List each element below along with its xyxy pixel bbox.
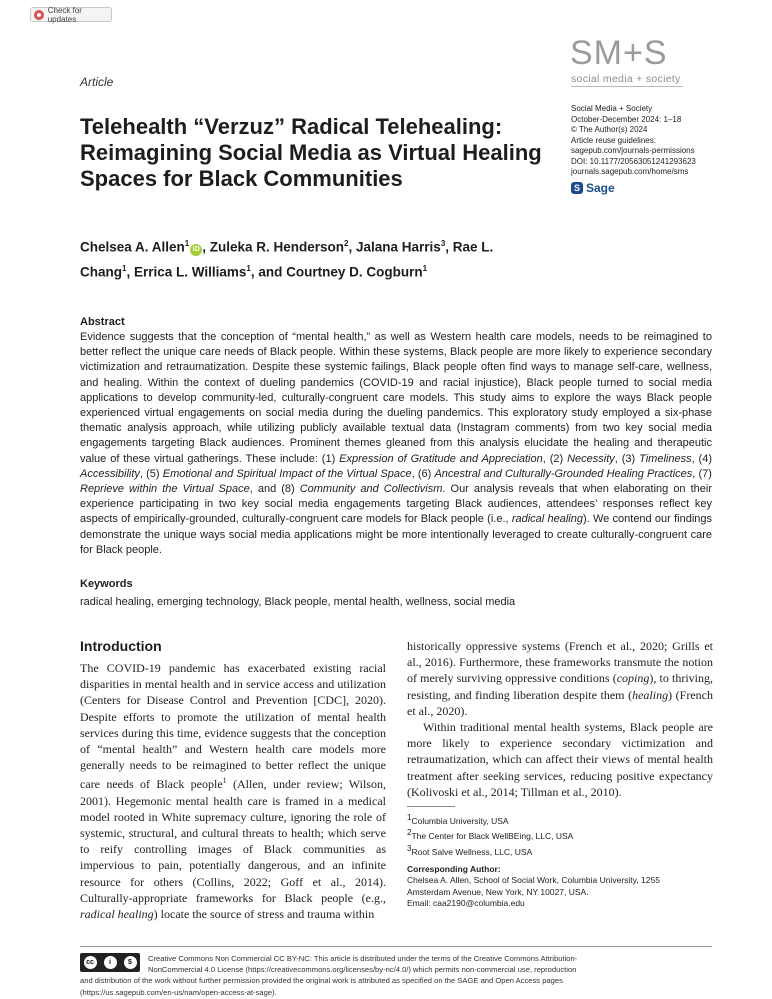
publisher-logo [571, 181, 615, 195]
footnote-rule [407, 806, 455, 807]
abstract-heading: Abstract [80, 316, 125, 328]
author-name: , Jalana Harris [348, 239, 441, 255]
journal-logo: SM+S [570, 34, 668, 72]
corresponding-author-heading: Corresponding Author: [407, 863, 501, 874]
affiliation: $^3$Root Salve Wellness, LLC, USA [407, 843, 533, 857]
doi[interactable]: DOI: 10.1177/20563051241293623 [571, 156, 696, 166]
journal-logo-subtitle: social media + society [571, 73, 681, 85]
corresponding-author-address: Chelsea A. Allen, School of Social Work, Columbia University, 1255 [407, 875, 660, 886]
keywords-text: radical healing, emerging technology, Black people, mental health, wellness, social media [80, 596, 516, 608]
reuse-guidelines: Article reuse guidelines: [571, 135, 656, 145]
journal-name: Social Media + Society [571, 104, 653, 113]
author-name: , Rae L. Chang [80, 239, 494, 279]
copyright: © The Author(s) 2024 [571, 125, 648, 134]
license-text: Creative Commons Non Commercial CC BY-NC: This article is distributed under the terms of the Creative Commons Attribution- NonCommercial 4.0 License (https://creativecommons.org/licenses/by-nc/4.0/) which permits non-commercial use, reproduction and distribution of the work without further permission provided the original work is attributed as specified on the SAGE and Open Access pages (https://us.sagepub.com/en-us/nam/open-access-at-sage). [80, 954, 578, 997]
body-column-right: historically oppressive systems (French et al., 2020; Grills et al., 2016). Furthermore, these frameworks transmute the notion of merely surviving oppressive conditions (coping), to thriving, resisting, and finding liberation despite them (healing) (French et al., 2020). Within traditional mental health systems, Black people are more likely to experience secondary victimization and retraumatization, which can affect their views of mental health treatment after seeking services, reducing positive expectancy (Kolivoski et al., 2014; Tillman et al., 2010). [407, 639, 713, 799]
publisher-name: Sage [586, 181, 615, 195]
introduction-heading: Introduction [80, 638, 162, 654]
badge-label: Check for updates [47, 5, 82, 24]
body-column-left: The COVID-19 pandemic has exacerbated existing racial disparities in mental health and in service access and utilization (Centers for Disease Control and Prevention [CDC], 2020). Despite efforts to promote the utilization of mental health services during this time, evidence suggests that the conception of “mental health” and Western health care models more generally needs to be reimagined to better reflect the unique care needs of Black people$^1$ (Allen, under review; Wilson, 2001). Hegemonic mental health care is framed in a medical model rooted in White supremacy culture, ignoring the role of systemic, structural, and cultural threats to health; which serve to reify controlling images of Black communities as impervious to pain, potentially dangerous, and an infinite resource for others (Collins, 2022; Goff et al., 2014). Culturally-appropriate frameworks for Black people (e.g., radical healing) locate the source of stress and trauma within [80, 661, 386, 922]
cc-by-nc-icon: cc i $ [80, 953, 140, 972]
issue-info: October-December 2024: 1–18 [571, 114, 682, 124]
author-name: Chelsea A. Allen [80, 239, 185, 255]
author-list: Chelsea A. Allen$^1$iD , Zuleka R. Henderson$^2$, Jalana Harris$^3$, Rae L. Chang$^1$, Errica L. Williams$^1$, and Courtney D. Cogburn$^1$ [80, 239, 494, 279]
journal-info [571, 104, 741, 178]
author-name: , and Courtney D. Cogburn [250, 264, 423, 279]
affiliation: $^2$The Center for Black WellBEing, LLC, USA [407, 828, 574, 842]
corresponding-author-address: Amsterdam Avenue, New York, NY 10027, USA. [407, 886, 589, 897]
orcid-icon[interactable]: iD [190, 244, 202, 256]
article-type: Article [80, 75, 114, 89]
abstract-text: Evidence suggests that the conception of “mental health,” as well as Western health care models, needs to be reimagined to better reflect the unique care needs of Black people. Within these systems, Black people are more likely to experience secondary victimization and retraumatization. Despite these systemic failings, Black people often find ways to manage self-care, wellness, and healing. Within the context of dueling pandemics (COVID-19 and racial injustice), Black people turned to social media applications to develop community-led, culturally-congruent care models. This study aims to explore the ways Black people experienced virtual engagements on social media during the dueling pandemics. This exploratory study employed a six-phase thematic analysis approach, while utilizing publicly available textual data (Instagram comments) from two key social media engagements targeting Black audiences. Prominent themes gleaned from this analysis elucidate the healing and therapeutic value of these virtual gatherings. These include: (1) Expression of Gratitude and Appreciation, (2) Necessity, (3) Timeliness, (4) Accessibility, (5) Emotional and Spiritual Impact of the Virtual Space, (6) Ancestral and Culturally-Grounded Healing Practices, (7) Reprieve within the Virtual Space, and (8) Community and Collectivism. Our analysis reveals that when elaborating on their experience participating in two key social media engagements targeting Black audiences, attendees’ responses reflect key aspects of empirically-grounded, culturally-congruent care models for Black people (i.e., radical healing). We contend our findings demonstrate the unique ways social media applications might be more intentionally leveraged to create culturally-congruent care for Black people. [80, 331, 712, 556]
keywords-heading: Keywords [80, 578, 133, 590]
check-for-updates-badge[interactable] [30, 7, 112, 22]
paper-title: Telehealth “Verzuz” Radical Telehealing: Reimagining Social Media as Virtual Healing Spaces for Black Communities [80, 114, 542, 191]
affiliation: $^1$Columbia University, USA [407, 813, 509, 826]
corresponding-author-email[interactable]: Email: caa2190@columbia.edu [407, 898, 525, 909]
author-name: , Zuleka R. Henderson [202, 239, 345, 255]
author-name: , Errica L. Williams [126, 264, 247, 279]
update-icon [34, 10, 44, 20]
journal-link[interactable]: journals.sagepub.com/home/sms [571, 167, 689, 176]
permissions-link[interactable]: sagepub.com/journals-permissions [571, 146, 695, 155]
affiliations [407, 812, 717, 910]
sage-icon: S [571, 182, 583, 194]
logo-rule [571, 86, 683, 87]
license-rule [80, 946, 712, 947]
